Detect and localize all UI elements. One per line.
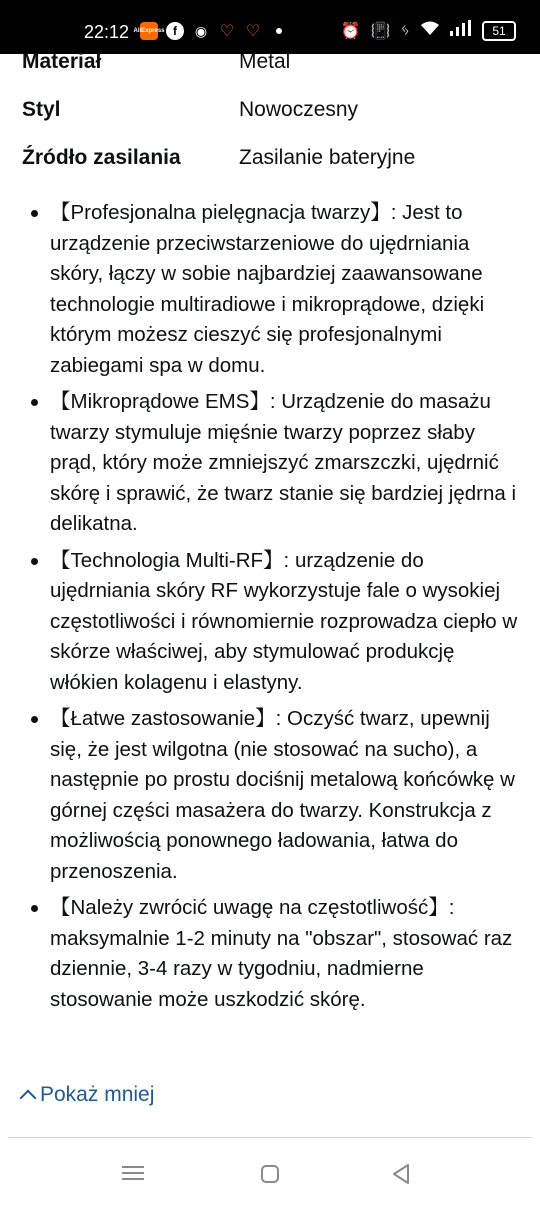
allegro-icon: ♡ [245, 23, 261, 40]
messenger-icon: ◉ [192, 22, 210, 40]
vibrate-icon: 📳 [370, 22, 391, 40]
show-less-label: Pokaż mniej [40, 1083, 155, 1106]
system-nav-bar [0, 1140, 540, 1206]
spec-row-power-source [22, 146, 522, 186]
menu-line [122, 1172, 144, 1174]
recent-apps-button[interactable] [122, 1162, 146, 1186]
back-button[interactable] [390, 1162, 414, 1186]
spec-row-material [22, 50, 522, 90]
home-button[interactable] [258, 1162, 282, 1186]
menu-line [122, 1166, 144, 1168]
spec-label: Styl [22, 98, 61, 121]
aliexpress-icon: AliExpress [140, 22, 158, 40]
signal-icon [450, 20, 472, 41]
notification-icons [133, 22, 282, 40]
divider [8, 1137, 532, 1138]
back-icon [390, 1162, 412, 1186]
show-less-link[interactable] [22, 1083, 154, 1107]
spec-label: Materiał [22, 50, 102, 73]
battery-icon: 51 [482, 21, 516, 41]
feature-bullets [0, 198, 540, 1021]
system-icons [341, 20, 516, 41]
list-item: 【Mikroprądowe EMS】: Urządzenie do masażu twarzy stymuluje mięśnie twarzy poprzez słaby prąd, który może zmniejszyć zmarszczki, ujędrnić skórę i sprawić, że twarz stanie się bardziej jędrna i delikatna. [0, 387, 540, 540]
list-item: 【Należy zwrócić uwagę na częstotliwość】: maksymalnie 1-2 minuty na "obszar", stosować raz dziennie, 3-4 razy w tygodniu, nadmierne stosowanie może uszkodzić skórę. [0, 893, 540, 1015]
status-time: 22:12 [84, 22, 130, 42]
facebook-icon: f [166, 22, 184, 40]
allegro-icon: ♡ [219, 23, 235, 40]
wifi-icon [420, 20, 440, 41]
alarm-icon: ⏰ [340, 22, 361, 40]
spec-value: Nowoczesny [239, 98, 359, 121]
bluetooth-icon: ᛃ [400, 21, 410, 39]
home-icon [261, 1165, 279, 1183]
spec-label: Źródło zasilania [22, 146, 181, 169]
status-bar [0, 0, 540, 54]
list-item: 【Łatwe zastosowanie】: Oczyść twarz, upewnij się, że jest wilgotna (nie stosować na sucho), a następnie po prostu dociśnij metalową końcówkę w górnej części masażera do twarzy. Konstrukcja z możliwością ponownego ładowania, łatwa do przenoszenia. [0, 704, 540, 887]
spec-value: Zasilanie bateryjne [239, 146, 416, 169]
list-item: 【Profesjonalna pielęgnacja twarzy】: Jest to urządzenie przeciwstarzeniowe do ujędrniania skóry, łączy w sobie najbardziej zaawansowane technologie multiradiowe i mikroprądowe, dzięki którym możesz cieszyć się profesjonalnymi zabiegami spa w domu. [0, 198, 540, 381]
chevron-up-icon [20, 1090, 37, 1107]
spec-value: Metal [239, 50, 291, 73]
list-item: 【Technologia Multi-RF】: urządzenie do ujędrniania skóry RF wykorzystuje fale o wysokiej częstotliwości i równomiernie rozprowadza ciepło w skórze właściwej, aby stymulować produkcję włókien kolagenu i elastyny. [0, 546, 540, 699]
menu-line [122, 1178, 144, 1180]
dot-icon [276, 28, 282, 34]
spec-row-style [22, 98, 522, 138]
